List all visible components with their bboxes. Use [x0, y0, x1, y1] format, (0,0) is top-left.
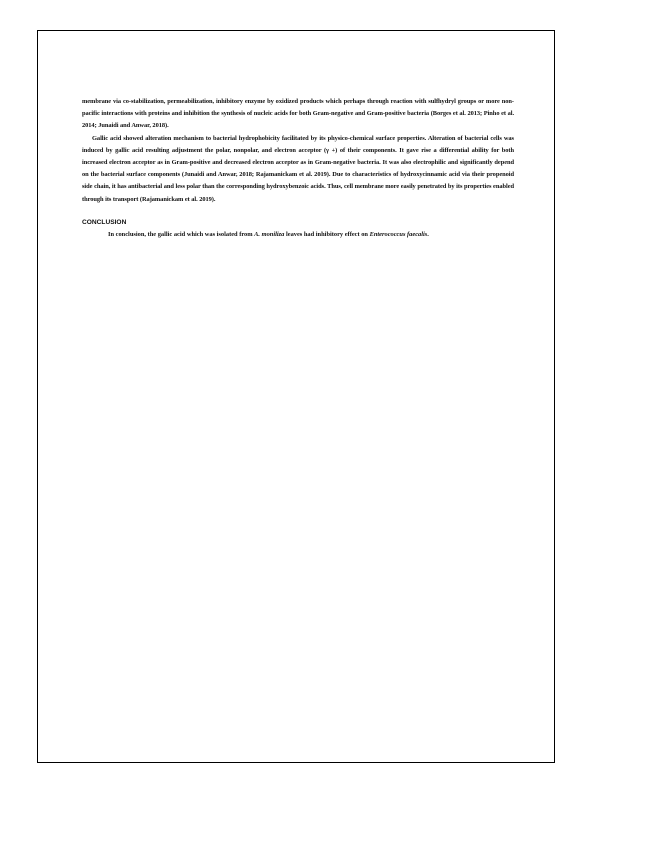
discussion-paragraph-2: Gallic acid showed alteration mechanism to bacterial hydrophobicity facilitated by its physico-chemical surface properties. Alteration of bacterial cells was induced by gallic acid resulting adjustment the polar, nonpolar, and electron acceptor (γ +) of their components. It gave rise a differential ability for both increased electron acceptor as in Gram-positive and decreased electron acceptor as in Gram-negative bacteria. It was also electrophilic and significantly depend on the bacterial surface components (Junaidi and Anwar, 2018; Rajamanickam et al. 2019). Due to characteristics of hydroxycinnamic acid via their propenoid side chain, it has antibacterial and less polar than the corresponding hydroxybenzoic acids. Thus, cell membrane more easily penetrated by its properties enabled through its transport (Rajamanickam et al. 2019).	[82, 134, 514, 203]
organism-name: Enterococcus faecalis	[369, 230, 428, 238]
conclusion-paragraph	[82, 229, 514, 241]
species-name: A. moniliza	[254, 230, 285, 238]
document-body	[82, 96, 514, 241]
conclusion-heading: CONCLUSION	[82, 218, 127, 226]
conclusion-text-middle: leaves had inhibitory effect on	[284, 230, 370, 238]
conclusion-text-start: In conclusion, the gallic acid which was isolated from	[108, 230, 255, 238]
discussion-paragraph-1: membrane via co-stabilization, permeabilization, inhibitory enzyme by oxidized products which perhaps through reaction with sulfhydryl groups or more non-pacific interactions with proteins and inhibition the synthesis of nucleic acids for both Gram-negative and Gram-positive bacteria (Borges et al. 2013; Pinho et al. 2014; Junaidi and Anwar, 2018).	[82, 98, 514, 130]
conclusion-text-end: .	[427, 230, 429, 238]
